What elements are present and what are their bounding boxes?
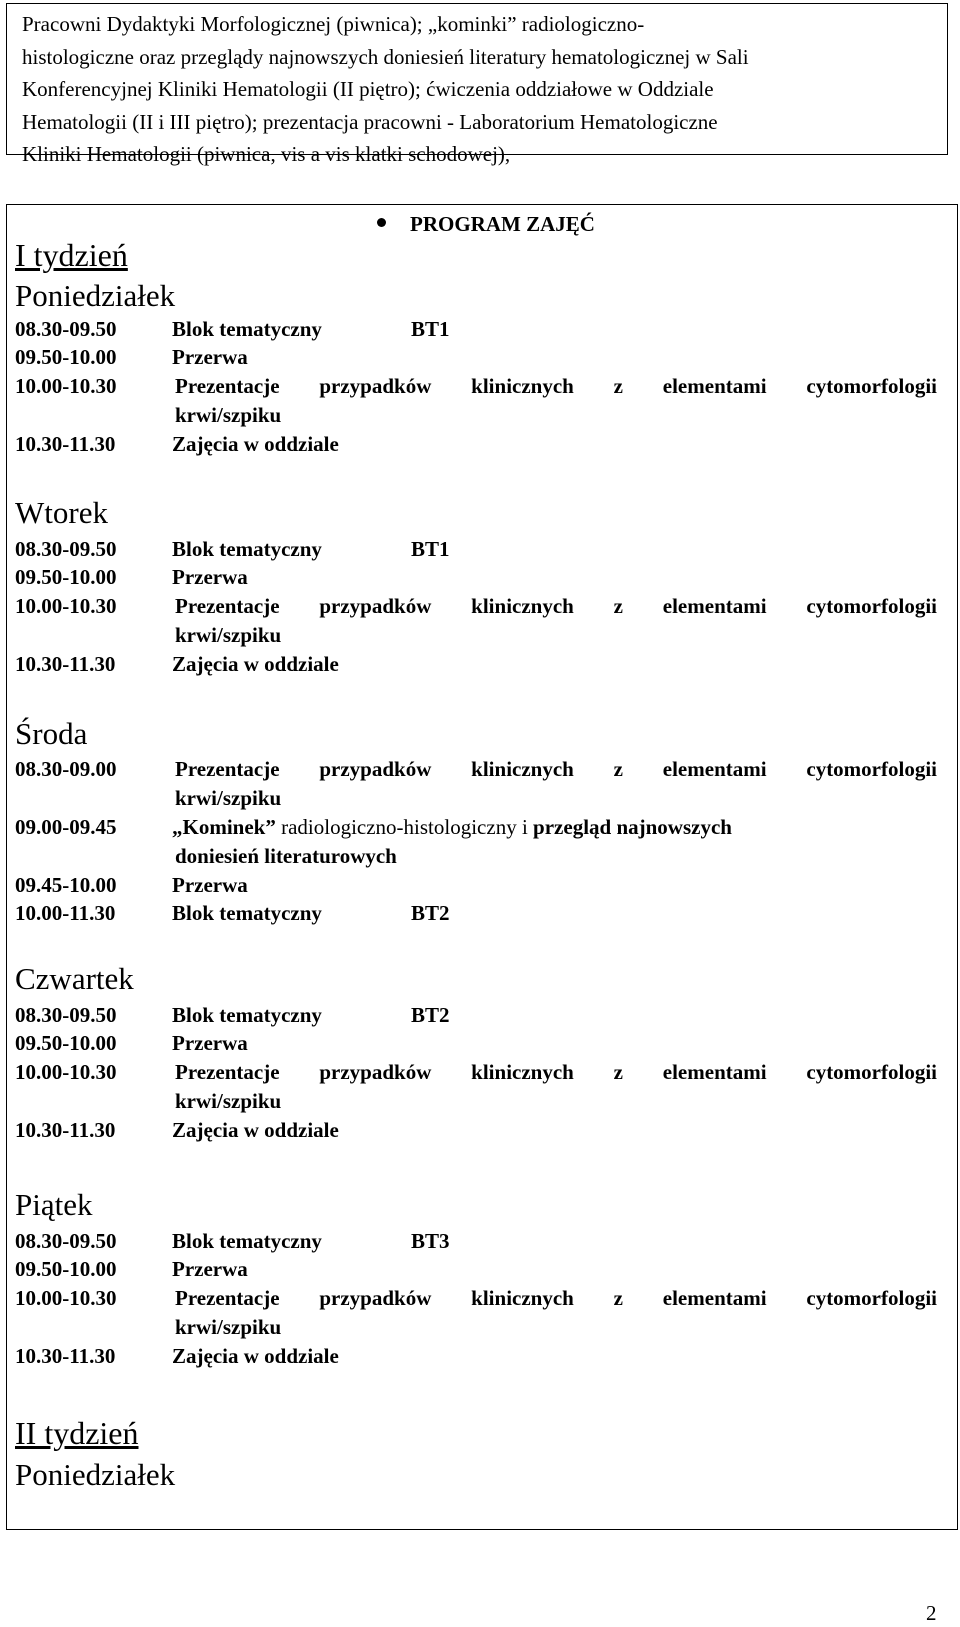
kominek-review: przegląd najnowszych	[533, 815, 732, 839]
break-label: Przerwa	[172, 565, 248, 589]
time-slot: 09.50-10.00	[15, 345, 117, 369]
presentation-label-cont: krwi/szpiku	[175, 1315, 282, 1339]
week-1-heading: I tydzień	[15, 237, 128, 273]
time-slot: 09.00-09.45	[15, 815, 117, 839]
ward-label: Zajęcia w oddziale	[172, 1118, 339, 1142]
time-slot: 09.45-10.00	[15, 873, 117, 897]
time-slot: 09.50-10.00	[15, 1257, 117, 1281]
block-label: Blok tematyczny	[172, 317, 322, 341]
break-label: Przerwa	[172, 1031, 248, 1055]
block-code: BT1	[411, 537, 450, 561]
program-title: PROGRAM ZAJĘĆ	[377, 212, 595, 237]
bullet-icon	[377, 218, 386, 227]
day-friday: Piątek	[15, 1187, 93, 1222]
week-2-heading: II tydzień	[15, 1415, 139, 1451]
ward-label: Zajęcia w oddziale	[172, 1344, 339, 1368]
time-slot: 10.00-10.30	[15, 1060, 117, 1084]
time-slot: 10.30-11.30	[15, 432, 116, 456]
time-slot: 08.30-09.50	[15, 317, 117, 341]
time-slot: 10.30-11.30	[15, 1344, 116, 1368]
time-slot: 08.30-09.50	[15, 1229, 117, 1253]
day-monday: Poniedziałek	[15, 278, 176, 313]
time-slot: 08.30-09.00	[15, 757, 117, 781]
time-slot: 10.00-10.30	[15, 594, 117, 618]
location-line: Konferencyjnej Kliniki Hematologii (II piętro); ćwiczenia oddziałowe w Oddziale	[22, 77, 714, 101]
time-slot: 10.00-11.30	[15, 901, 116, 925]
location-line: Hematologii (II i III piętro); prezentacja pracowni - Laboratorium Hematologiczne	[22, 109, 718, 134]
day-thursday: Czwartek	[15, 961, 134, 996]
presentation-label: Prezentacje przypadków klinicznych z elementami cytomorfologii	[175, 594, 937, 618]
kominek-label	[172, 813, 732, 841]
block-code: BT2	[411, 901, 450, 925]
break-label: Przerwa	[172, 1257, 248, 1281]
block-code: BT1	[411, 317, 450, 341]
page-number: 2	[926, 1601, 937, 1625]
kominek-desc: radiologiczno-histologiczny i	[275, 815, 534, 839]
break-label: Przerwa	[172, 345, 248, 369]
presentation-label-cont: krwi/szpiku	[175, 623, 282, 647]
day-wednesday: Środa	[15, 716, 88, 751]
ward-label: Zajęcia w oddziale	[172, 432, 339, 456]
presentation-label: Prezentacje przypadków klinicznych z elementami cytomorfologii	[175, 757, 937, 781]
location-info-box	[6, 3, 948, 166]
block-code: BT2	[411, 1003, 450, 1027]
kominek-label-cont: doniesień literaturowych	[175, 844, 397, 868]
break-label: Przerwa	[172, 873, 248, 897]
block-code: BT3	[411, 1229, 450, 1253]
time-slot: 10.30-11.30	[15, 1118, 116, 1142]
location-line: Kliniki Hematologii (piwnica, vis a vis klatki schodowej),	[22, 142, 511, 166]
block-label: Blok tematyczny	[172, 901, 322, 925]
time-slot: 08.30-09.50	[15, 1003, 117, 1027]
time-slot: 08.30-09.50	[15, 537, 117, 561]
time-slot: 10.30-11.30	[15, 652, 116, 676]
time-slot: 09.50-10.00	[15, 1031, 117, 1055]
presentation-label-cont: krwi/szpiku	[175, 403, 282, 427]
day-tuesday: Wtorek	[15, 495, 108, 530]
ward-label: Zajęcia w oddziale	[172, 652, 339, 676]
time-slot: 09.50-10.00	[15, 565, 117, 589]
block-label: Blok tematyczny	[172, 537, 322, 561]
kominek-title: „Kominek”	[172, 815, 276, 839]
program-box	[6, 204, 958, 1530]
day-monday-week2: Poniedziałek	[15, 1457, 176, 1492]
location-line: Pracowni Dydaktyki Morfologicznej (piwnica); „kominki” radiologiczno-	[22, 12, 645, 36]
presentation-label: Prezentacje przypadków klinicznych z elementami cytomorfologii	[175, 374, 937, 398]
time-slot: 10.00-10.30	[15, 374, 117, 398]
time-slot: 10.00-10.30	[15, 1286, 117, 1310]
presentation-label-cont: krwi/szpiku	[175, 1089, 282, 1113]
presentation-label: Prezentacje przypadków klinicznych z elementami cytomorfologii	[175, 1286, 937, 1310]
location-line: histologiczne oraz przeglądy najnowszych doniesień literatury hematologicznej w Sali	[22, 44, 749, 69]
block-label: Blok tematyczny	[172, 1229, 322, 1253]
presentation-label: Prezentacje przypadków klinicznych z elementami cytomorfologii	[175, 1060, 937, 1084]
presentation-label-cont: krwi/szpiku	[175, 786, 282, 810]
block-label: Blok tematyczny	[172, 1003, 322, 1027]
